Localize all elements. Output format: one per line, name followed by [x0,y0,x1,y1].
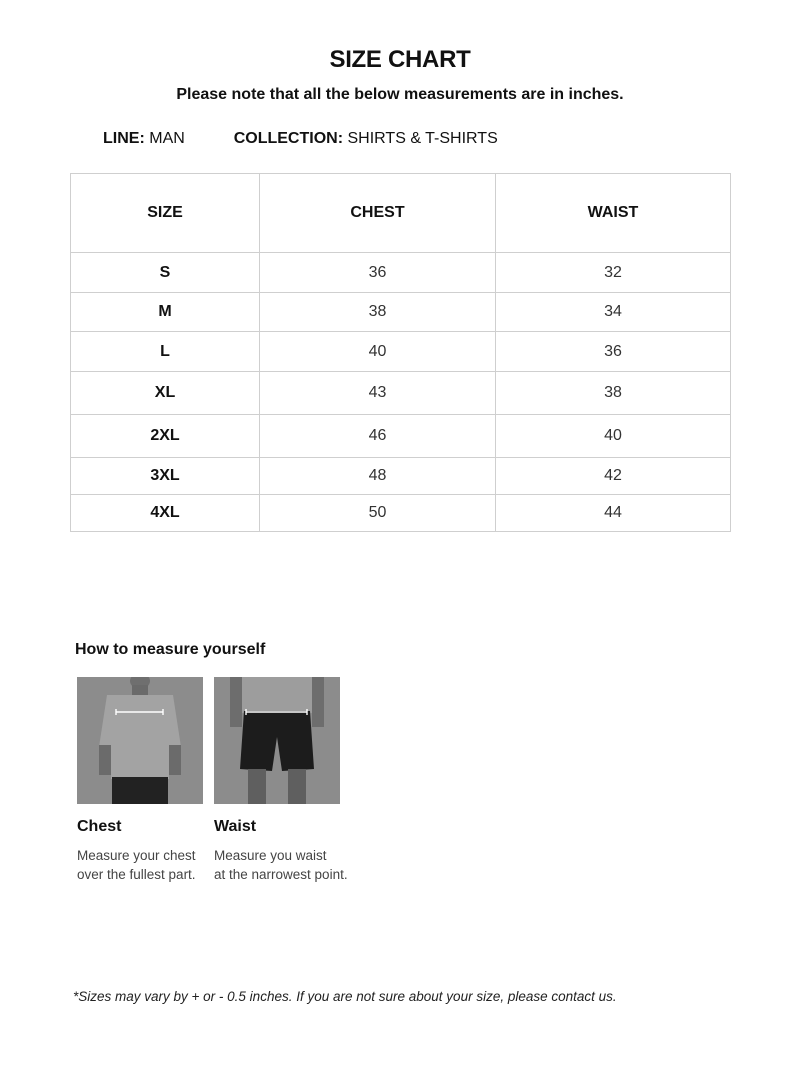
chest-guide-card [77,677,207,884]
table-row [71,495,731,532]
measurement-note: Please note that all the below measurements are in inches. [176,86,624,103]
size-cell: XL [71,372,260,415]
waist-cell: 42 [496,458,731,495]
waist-cell: 34 [496,293,731,332]
line-label: LINE: [103,130,145,147]
size-cell: 3XL [71,458,260,495]
waist-cell: 36 [496,332,731,372]
header-chest: CHEST [260,174,496,253]
header-waist: WAIST [496,174,731,253]
table-header-row [71,174,731,253]
size-cell: 4XL [71,495,260,532]
table-row [71,415,731,458]
table-row [71,293,731,332]
table-row [71,458,731,495]
waist-cell: 44 [496,495,731,532]
table-row [71,372,731,415]
meta-line [103,130,498,148]
waist-guide-title: Waist [214,818,257,835]
collection-label: COLLECTION: [233,130,344,147]
collection-value: SHIRTS & T-SHIRTS [347,130,498,147]
waist-measure-photo [214,677,340,804]
waist-guide-description: Measure you waist at the narrowest point. [214,848,348,882]
page-title: SIZE CHART [329,46,471,73]
how-to-measure-heading: How to measure yourself [75,641,266,658]
header-size: SIZE [71,174,260,253]
waist-cell: 40 [496,415,731,458]
table-row [71,253,731,293]
chest-guide-description: Measure your chest over the fullest part. [77,848,196,882]
line-value: MAN [149,130,185,147]
chest-cell: 43 [260,372,496,415]
size-cell: L [71,332,260,372]
chest-cell: 38 [260,293,496,332]
chest-cell: 48 [260,458,496,495]
waist-cell: 38 [496,372,731,415]
size-cell: S [71,253,260,293]
chest-cell: 36 [260,253,496,293]
size-variance-footnote: *Sizes may vary by + or - 0.5 inches. If you are not sure about your size, please contact us. [73,989,617,1004]
table-row [71,332,731,372]
waist-cell: 32 [496,253,731,293]
size-cell: 2XL [71,415,260,458]
waist-guide-card [214,677,348,884]
size-table [70,173,731,532]
chest-guide-title: Chest [77,818,122,835]
size-cell: M [71,293,260,332]
chest-cell: 40 [260,332,496,372]
chest-cell: 50 [260,495,496,532]
chest-cell: 46 [260,415,496,458]
chest-measure-photo [77,677,203,804]
